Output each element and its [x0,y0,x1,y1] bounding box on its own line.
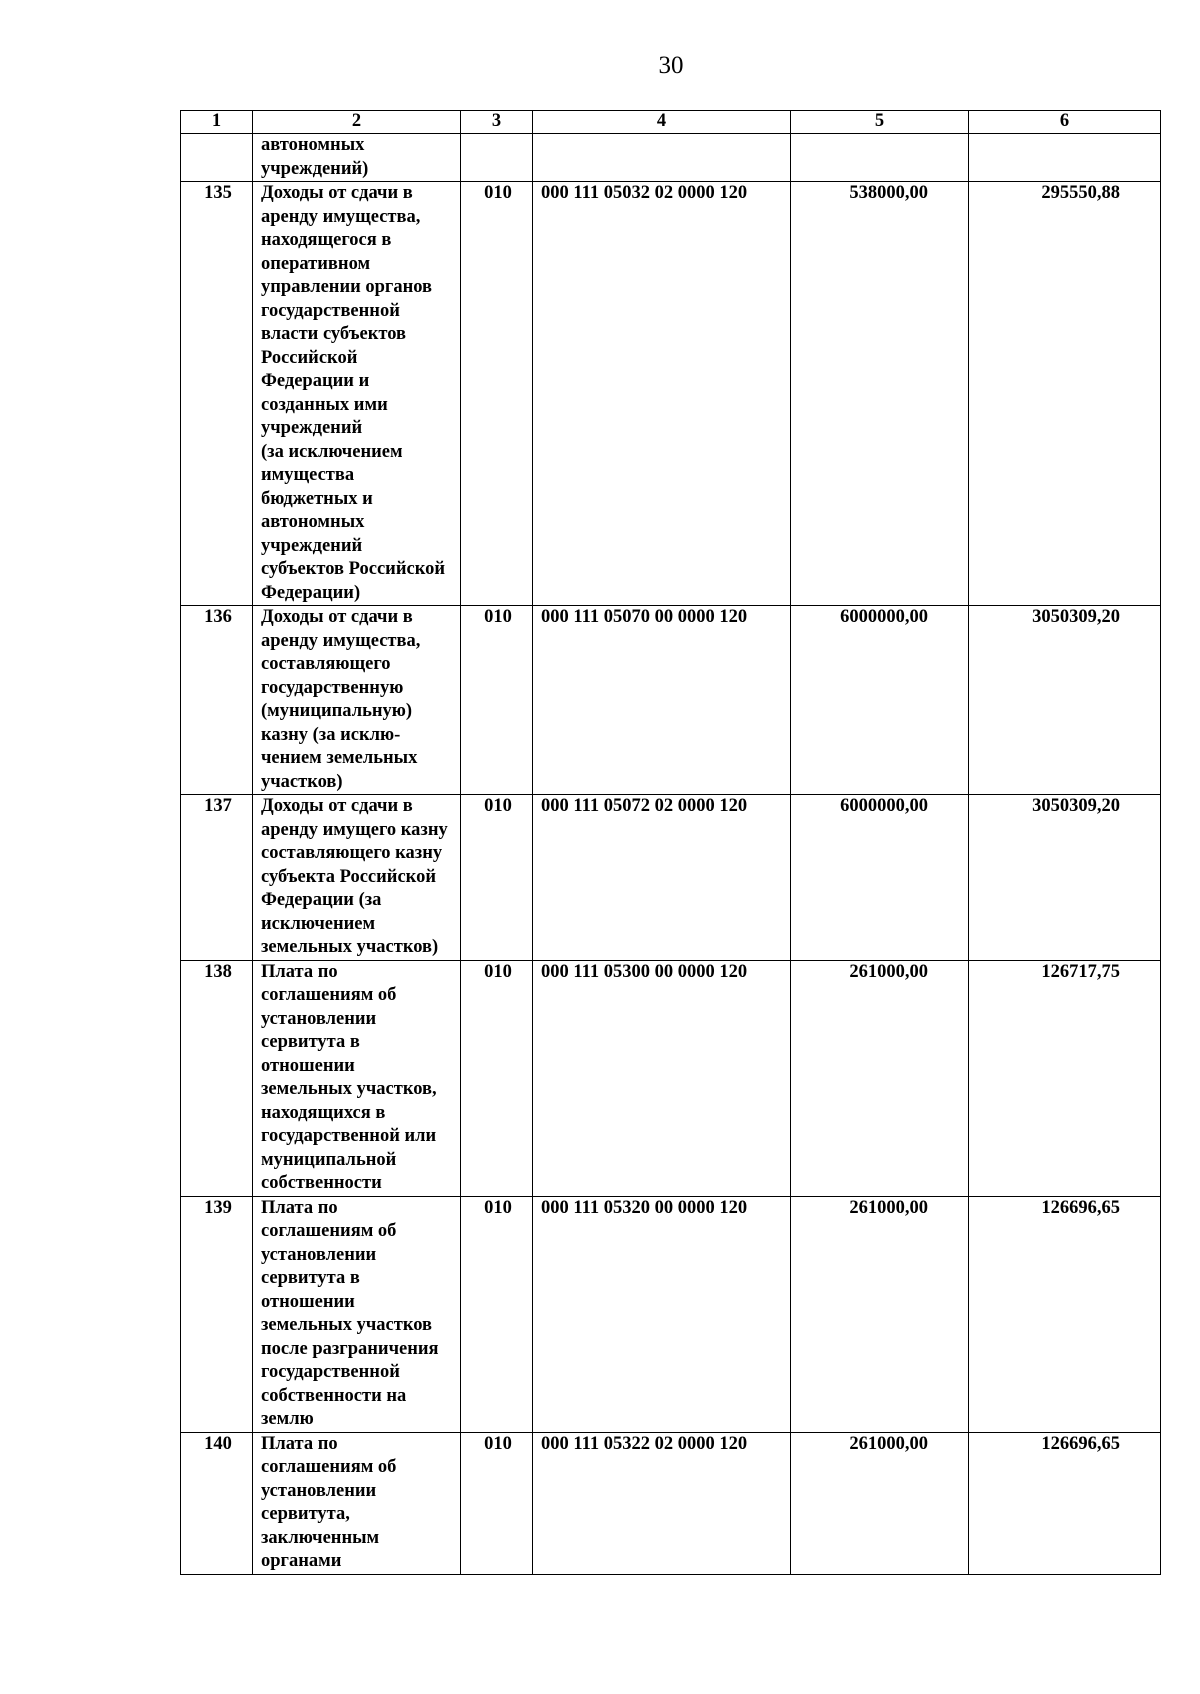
planned-amount-cell: 538000,00 [791,182,969,606]
actual-amount-cell: 126696,65 [969,1196,1161,1432]
planned-amount-cell: 261000,00 [791,960,969,1196]
budget-class-code-cell: 000 111 05032 02 0000 120 [533,182,791,606]
page-number: 30 [658,52,684,79]
budget-class-code-cell: 000 111 05320 00 0000 120 [533,1196,791,1432]
actual-amount-cell: 3050309,20 [969,795,1161,961]
table-row [181,134,1161,182]
revenue-name-cell: автономных учреждений) [253,134,461,182]
table-row [181,960,1161,1196]
revenue-name-cell: Плата по соглашениям об установлении сервитута, заключенным органами [253,1432,461,1574]
table-body [181,111,1161,1575]
revenue-name-cell: Плата по соглашениям об установлении сервитута в отношении земельных участков, находящихся в государственной или муниципальной собственности [253,960,461,1196]
budget-class-code-cell: 000 111 05070 00 0000 120 [533,606,791,795]
table-row [181,1196,1161,1432]
actual-amount-cell: 126696,65 [969,1432,1161,1574]
admin-code-cell [461,134,533,182]
planned-amount-cell: 261000,00 [791,1196,969,1432]
revenue-name-cell: Доходы от сдачи в аренду имущего казну составляющего казну субъекта Российской Федерации (за исключением земельных участков) [253,795,461,961]
admin-code-cell: 010 [461,182,533,606]
admin-code-cell: 010 [461,960,533,1196]
table-row [181,606,1161,795]
row-number-cell: 136 [181,606,253,795]
column-header-5: 5 [791,111,969,134]
budget-class-code-cell: 000 111 05072 02 0000 120 [533,795,791,961]
actual-amount-cell: 295550,88 [969,182,1161,606]
planned-amount-cell: 6000000,00 [791,606,969,795]
admin-code-cell: 010 [461,606,533,795]
row-number-cell: 138 [181,960,253,1196]
actual-amount-cell [969,134,1161,182]
revenue-name-cell: Доходы от сдачи в аренду имущества, находящегося в оперативном управлении органов государственной власти субъектов Российской Федерации и созданных ими учреждений (за исключением имущества бюджетных и автономных учреждений субъектов Российской Федерации) [253,182,461,606]
budget-class-code-cell [533,134,791,182]
row-number-cell: 139 [181,1196,253,1432]
column-header-6: 6 [969,111,1161,134]
revenue-table [180,110,1161,1575]
actual-amount-cell: 3050309,20 [969,606,1161,795]
revenue-name-cell: Доходы от сдачи в аренду имущества, составляющего государственную (муниципальную) казну (за исклю- чением земельных участков) [253,606,461,795]
planned-amount-cell: 261000,00 [791,1432,969,1574]
admin-code-cell: 010 [461,795,533,961]
table-row [181,795,1161,961]
planned-amount-cell [791,134,969,182]
actual-amount-cell: 126717,75 [969,960,1161,1196]
table-header-row [181,111,1161,134]
column-header-2: 2 [253,111,461,134]
budget-class-code-cell: 000 111 05300 00 0000 120 [533,960,791,1196]
revenue-name-cell: Плата по соглашениям об установлении сервитута в отношении земельных участков после разграничения государственной собственности на землю [253,1196,461,1432]
table-row [181,1432,1161,1574]
row-number-cell: 135 [181,182,253,606]
table-row [181,182,1161,606]
column-header-1: 1 [181,111,253,134]
column-header-4: 4 [533,111,791,134]
planned-amount-cell: 6000000,00 [791,795,969,961]
admin-code-cell: 010 [461,1196,533,1432]
admin-code-cell: 010 [461,1432,533,1574]
row-number-cell: 140 [181,1432,253,1574]
budget-class-code-cell: 000 111 05322 02 0000 120 [533,1432,791,1574]
row-number-cell: 137 [181,795,253,961]
row-number-cell [181,134,253,182]
column-header-3: 3 [461,111,533,134]
